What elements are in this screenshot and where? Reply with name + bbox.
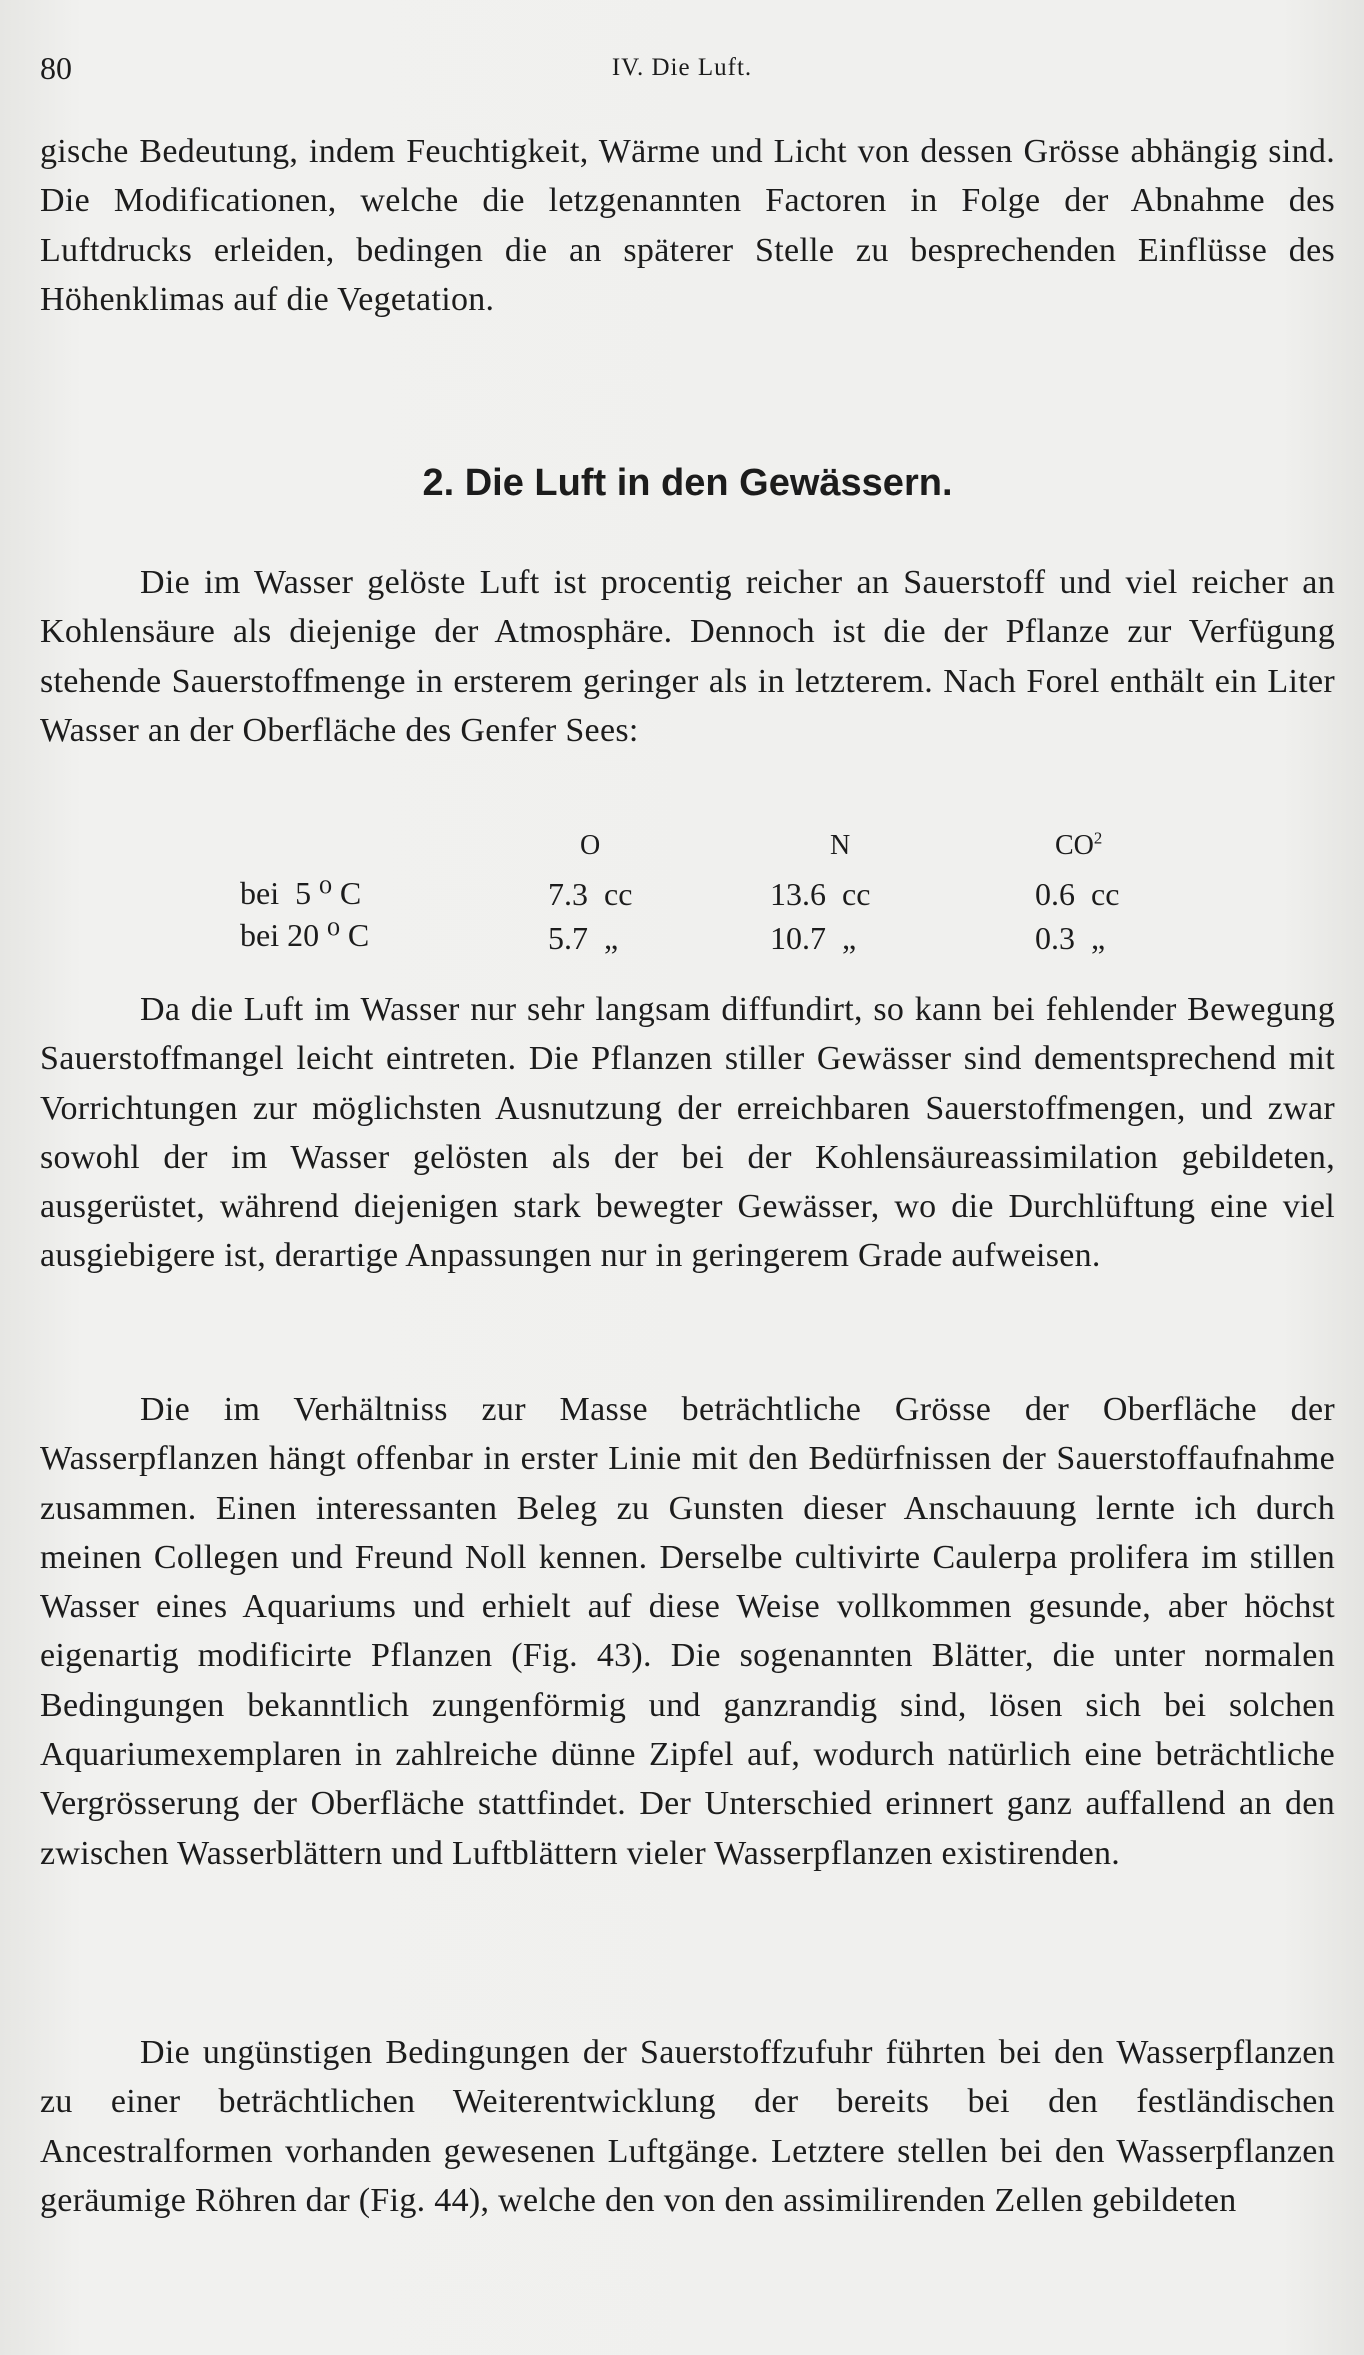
intro-paragraph-text: gische Bedeutung, indem Feuchtigkeit, Wärme und Licht von dessen Grösse abhängig sind. Die Modificationen, welche die letzgenannten Factoren in Folge der Abnahme des Luftdrucks erleiden, bedingen die an späterer Stelle zu besprechenden Einflüsse des Höhenklimas auf die Vegetation. bbox=[40, 133, 1335, 318]
table-header-n: N bbox=[830, 830, 851, 861]
paragraph-2 bbox=[40, 985, 1335, 1281]
table-row-label: bei 20 ⁰ C bbox=[240, 917, 370, 953]
paragraph-4 bbox=[40, 2028, 1335, 2225]
table-header-co2: $CO^2$ bbox=[1055, 828, 1103, 861]
paragraph-2-text: Da die Luft im Wasser nur sehr langsam diffundirt, so kann bei fehlender Bewegung Sauerstoffmangel leicht eintreten. Die Pflanzen stiller Gewässer sind dementsprechend mit Vorrichtungen zur möglichsten Ausnutzung der erreichbaren Sauerstoffmengen, und zwar sowohl der im Wasser gelösten als der bei der Kohlensäureassimilation gebildeten, ausgerüstet, während diejenigen stark bewegter Gewässer, wo die Durchlüftung eine viel ausgiebigere ist, derartige Anpassungen nur in geringerem Grade aufweisen. bbox=[40, 991, 1335, 1275]
running-head: IV. Die Luft. bbox=[611, 54, 753, 81]
table-cell-co2: 0.3 „ bbox=[1035, 920, 1106, 956]
paragraph-1-text: Die im Wasser gelöste Luft ist procentig reicher an Sauerstoff und viel reicher an Kohlensäure als diejenige der Atmosphäre. Dennoch ist die der Pflanze zur Verfügung stehende Sauerstoffmenge in ersterem geringer als in letzterem. Nach Forel enthält ein Liter Wasser an der Oberfläche des Genfer Sees: bbox=[40, 564, 1335, 749]
paragraph-3 bbox=[40, 1385, 1335, 1878]
paragraph-4-text: Die ungünstigen Bedingungen der Sauerstoffzufuhr führten bei den Wasserpflanzen zu einer beträchtlichen Weiterentwicklung der bereits bei den festländischen Ancestralformen vorhanden gewesenen Luftgänge. Letztere stellen bei den Wasserpflanzen geräumige Röhren dar (Fig. 44), welche den von den assimilirenden Zellen gebildeten bbox=[40, 2034, 1335, 2219]
table-cell-o: 7.3 cc bbox=[548, 876, 633, 912]
table-cell-n: 10.7 „ bbox=[770, 920, 857, 956]
table-cell-o: 5.7 „ bbox=[548, 920, 619, 956]
table-row-label: bei 5 ⁰ C bbox=[240, 875, 362, 911]
page-number: 80 bbox=[40, 50, 72, 86]
paragraph-3-text: Die im Verhältniss zur Masse beträchtliche Grösse der Oberfläche der Wasserpflanzen hängt offenbar in erster Linie mit den Bedürfnissen der Sauerstoffaufnahme zusammen. Einen interessanten Beleg zu Gunsten dieser Anschauung lernte ich durch meinen Collegen und Freund Noll kennen. Derselbe cultivirte Caulerpa prolifera im stillen Wasser eines Aquariums und erhielt auf diese Weise vollkommen gesunde, aber höchst eigenartig modificirte Pflanzen (Fig. 43). Die sogenannten Blätter, die unter normalen Bedingungen bekanntlich zungenförmig und ganzrandig sind, lösen sich bei solchen Aquariumexemplaren in zahlreiche dünne Zipfel auf, wodurch natürlich eine beträchtliche Vergrösserung der Oberfläche stattfindet. Der Unterschied erinnert ganz auffallend an den zwischen Wasserblättern und Luftblättern vieler Wasserpflanzen existirenden. bbox=[40, 1391, 1335, 1872]
section-title: 2. Die Luft in den Gewässern. bbox=[422, 462, 953, 504]
table-cell-n: 13.6 cc bbox=[770, 876, 871, 912]
table-cell-co2: 0.6 cc bbox=[1035, 876, 1120, 912]
table-header-o: O bbox=[580, 830, 601, 861]
